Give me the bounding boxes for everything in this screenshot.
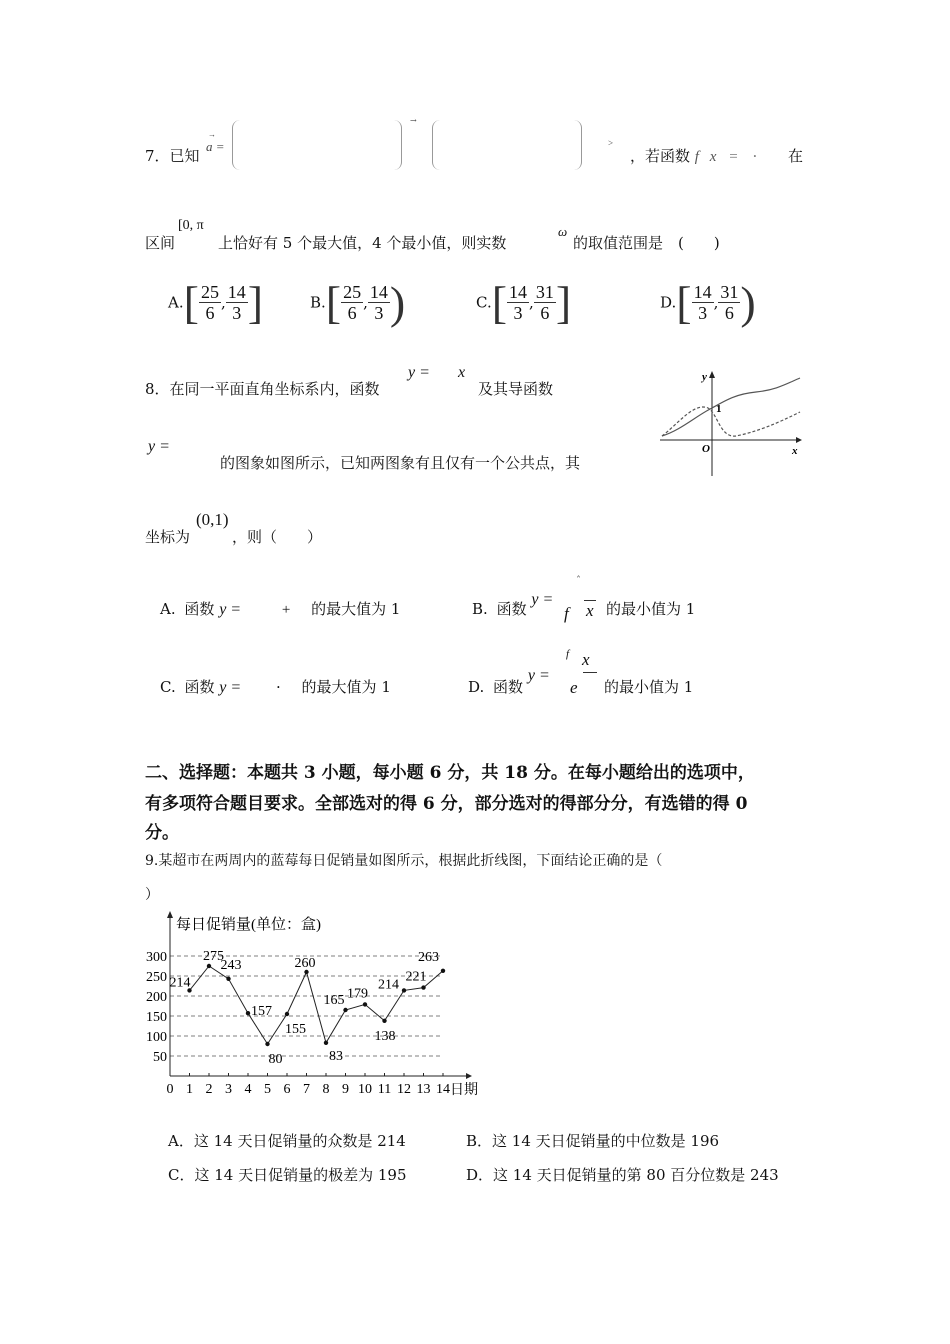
q8-line1-a: 8．在同一平面直角坐标系内，函数 bbox=[145, 380, 380, 398]
q8-function-curve bbox=[662, 378, 800, 436]
q8-line3-a: 坐标为 bbox=[145, 528, 191, 546]
q8-x: x bbox=[458, 364, 466, 381]
q8-option-b-x: x bbox=[586, 601, 594, 620]
chart-x-tick-label: 6 bbox=[283, 1082, 291, 1096]
chart-point bbox=[343, 1008, 347, 1012]
q7-interval: [0, π bbox=[178, 218, 204, 233]
q7-line2-a: 区间 bbox=[145, 234, 176, 252]
section2-line2: 有多项符合题目要求。全部选对的得 6 分，部分选对的得部分分，有选错的得 0 bbox=[145, 794, 748, 814]
q7-arrow-a: → bbox=[208, 130, 216, 139]
chart-x-tick-label: 4 bbox=[244, 1082, 252, 1096]
q7-dot: · bbox=[752, 147, 758, 165]
chart-x-axis-title: 日期 bbox=[450, 1083, 478, 1096]
chart-x-tick-label: 0 bbox=[166, 1082, 174, 1096]
q7-paren-1 bbox=[232, 120, 402, 170]
chart-x-tick-label: 11 bbox=[377, 1082, 392, 1096]
q7-option-b[interactable]: B.[ $\frac{25}{6}$ , $\frac{14}{3}$ ) bbox=[310, 277, 406, 328]
chart-y-tick-label: 300 bbox=[146, 950, 167, 965]
q8-one: 1 bbox=[716, 403, 722, 415]
chart-y-tick-label: 150 bbox=[146, 1010, 167, 1025]
q9-line1: 9.某超市在两周内的蓝莓每日促销量如图所示，根据此折线图，下面结论正确的是（ bbox=[145, 853, 663, 869]
q8-option-b-post: 的最小值为 1 bbox=[606, 600, 696, 618]
chart-data-label: 221 bbox=[405, 969, 427, 985]
chart-x-tick-label: 1 bbox=[186, 1082, 193, 1096]
q8-line2: 的图象如图所示，已知两图象有且仅有一个公共点，其 bbox=[220, 454, 581, 472]
chart-data-label: 214 bbox=[169, 975, 191, 991]
chart-x-tick-label: 8 bbox=[322, 1082, 330, 1096]
q7-gt: > bbox=[608, 138, 614, 148]
chart-point bbox=[363, 1002, 367, 1006]
chart-title: 每日促销量(单位：盒) bbox=[176, 917, 321, 933]
chart-data-label: 165 bbox=[323, 993, 345, 1008]
q7-option-c[interactable]: C.[ $\frac{14}{3}$ , $\frac{31}{6}$ ] bbox=[476, 277, 572, 328]
chart-x-tick-label: 3 bbox=[225, 1082, 232, 1096]
q8-graph bbox=[656, 368, 806, 480]
chart-y-tick-label: 50 bbox=[153, 1050, 167, 1065]
chart-data-label: 155 bbox=[285, 1022, 306, 1037]
q8-y-label: y bbox=[702, 371, 707, 383]
chart-point bbox=[207, 964, 211, 968]
chart-data-label: 214 bbox=[378, 977, 399, 993]
chart-data-label: 138 bbox=[374, 1028, 396, 1044]
chart-y-arrow bbox=[167, 911, 173, 918]
chart-x-tick-label: 9 bbox=[342, 1082, 349, 1096]
q8-x-arrow bbox=[796, 437, 802, 443]
q9-option-c[interactable]: C．这 14 天日促销量的极差为 195 bbox=[168, 1166, 407, 1184]
q9-option-d[interactable]: D．这 14 天日促销量的第 80 百分位数是 243 bbox=[466, 1166, 779, 1184]
q7-vector-a: → a = bbox=[206, 130, 225, 154]
q7-number: 7．已知 bbox=[145, 147, 200, 165]
chart-y-tick-label: 250 bbox=[146, 970, 167, 985]
q8-option-b[interactable]: B. 函数 y = bbox=[472, 591, 554, 618]
section2-line3: 分。 bbox=[145, 823, 179, 843]
chart-x-tick-label: 2 bbox=[205, 1082, 213, 1096]
chart-point bbox=[226, 977, 230, 981]
chart-point bbox=[324, 1041, 328, 1045]
q8-point: (0,1) bbox=[196, 510, 229, 529]
q8-line3-b: ，则（ ） bbox=[232, 528, 323, 546]
q7-x: x bbox=[709, 149, 717, 165]
q7-arrow-b: → bbox=[410, 116, 417, 125]
q8-option-a[interactable]: A. 函数 y = + 的最大值为 1 bbox=[160, 600, 401, 618]
q8-option-d-bar bbox=[583, 672, 597, 673]
chart-point bbox=[441, 969, 445, 973]
q9-line2: ） bbox=[145, 887, 159, 903]
chart-point bbox=[402, 988, 406, 992]
q8-y-eq: y = bbox=[408, 364, 430, 381]
chart-x-tick-label: 13 bbox=[416, 1082, 431, 1096]
q9-option-b[interactable]: B．这 14 天日促销量的中位数是 196 bbox=[466, 1132, 720, 1150]
q8-option-d-e: e bbox=[570, 678, 578, 697]
chart-point bbox=[246, 1011, 250, 1015]
chart-x-tick-label: 5 bbox=[264, 1082, 271, 1096]
chart-y-tick-label: 100 bbox=[146, 1030, 167, 1045]
chart-x-tick-label: 10 bbox=[358, 1082, 372, 1096]
q8-line1-b: 及其导函数 bbox=[478, 380, 554, 398]
q8-y-arrow bbox=[709, 371, 715, 378]
q8-line2-y: y = bbox=[148, 438, 170, 455]
q7-mid: ，若函数 f x = · bbox=[630, 147, 758, 165]
chart-data-label: 263 bbox=[418, 949, 439, 965]
chart-point bbox=[285, 1012, 289, 1016]
chart-y-tick-label: 200 bbox=[146, 990, 167, 1005]
q7-omega: ω bbox=[558, 224, 568, 239]
q7-tail: 在 bbox=[788, 147, 804, 165]
q7-f: f bbox=[694, 149, 699, 165]
q8-option-d-post: 的最小值为 1 bbox=[604, 678, 694, 696]
chart-x-arrow bbox=[466, 1073, 472, 1079]
chart-data-label: 260 bbox=[294, 956, 316, 971]
chart-data-label: 275 bbox=[203, 949, 224, 964]
q9-option-a[interactable]: A．这 14 天日促销量的众数是 214 bbox=[168, 1132, 406, 1150]
q8-option-d-f: f bbox=[566, 648, 570, 660]
chart-x-tick-label: 14 bbox=[436, 1082, 450, 1096]
chart-data-label: 83 bbox=[329, 1048, 343, 1064]
chart-data-label: 80 bbox=[268, 1052, 283, 1067]
q7-option-d[interactable]: D.[ $\frac{14}{3}$ , $\frac{31}{6}$ ) bbox=[660, 277, 756, 328]
chart-point bbox=[421, 985, 425, 989]
chart-data-label: 157 bbox=[251, 1004, 272, 1020]
chart-x-tick-label: 7 bbox=[303, 1082, 310, 1096]
q8-option-b-hat: ˆ bbox=[576, 576, 581, 587]
chart-point bbox=[382, 1019, 386, 1023]
q7-eq: = bbox=[729, 149, 738, 165]
q8-x-label: x bbox=[792, 445, 798, 457]
q7-line2-b: 上恰好有 5 个最大值，4 个最小值，则实数 bbox=[218, 234, 507, 252]
q7-paren-2 bbox=[432, 120, 582, 170]
q8-option-d-x: x bbox=[582, 650, 590, 669]
chart-point bbox=[265, 1042, 269, 1046]
q9-line-chart bbox=[138, 908, 498, 1096]
section2-line1: 二、选择题：本题共 3 小题，每小题 6 分，共 18 分。在每小题给出的选项中， bbox=[145, 763, 755, 783]
q8-option-c[interactable]: C. 函数 y = · 的最大值为 1 bbox=[160, 678, 391, 696]
q8-derivative-curve bbox=[662, 407, 800, 436]
q7-line1 bbox=[145, 145, 200, 166]
chart-x-tick-label: 12 bbox=[397, 1082, 411, 1096]
q7-line2-c: 的取值范围是 ( ) bbox=[573, 234, 720, 252]
chart-data-label: 179 bbox=[347, 986, 368, 1002]
q8-option-b-f: f bbox=[564, 604, 569, 623]
q7-option-a[interactable]: A.[ $\frac{25}{6}$ , $\frac{14}{3}$ ] bbox=[168, 277, 264, 328]
q8-origin: O bbox=[702, 443, 710, 455]
q8-option-d[interactable]: D. 函数 y = bbox=[468, 667, 550, 696]
chart-data-label: 243 bbox=[220, 957, 242, 973]
